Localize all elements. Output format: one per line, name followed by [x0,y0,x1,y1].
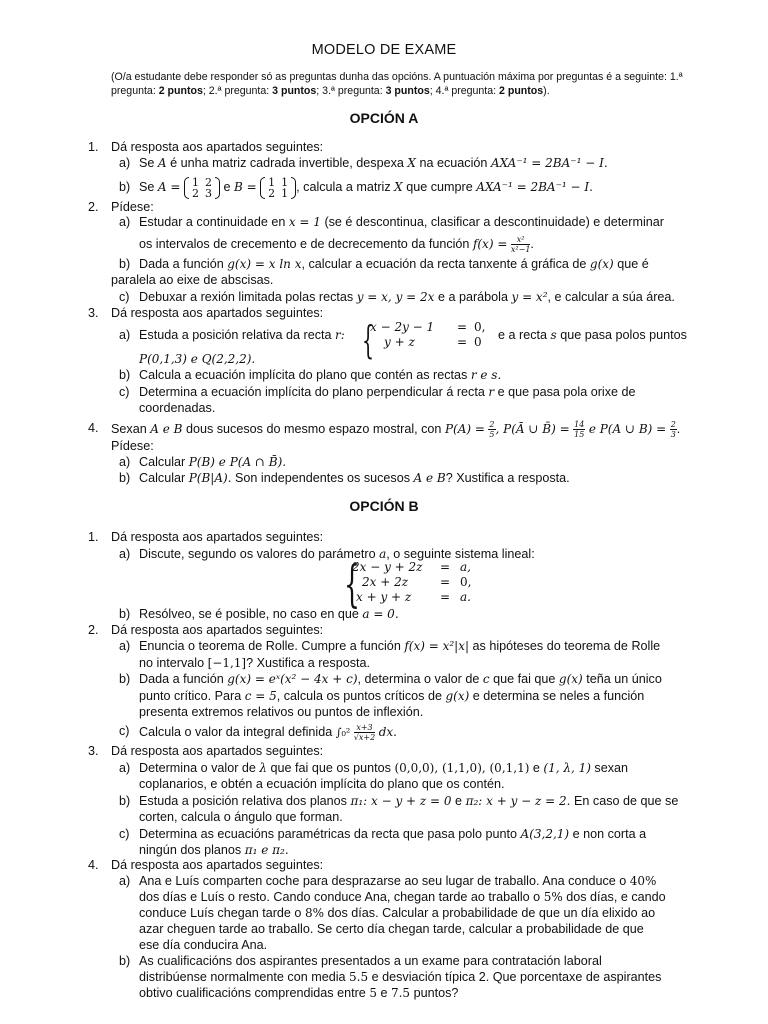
a-q2-b-text3: que é [617,257,649,271]
a-q1-a-var-x: X [407,156,416,170]
a-q4-text2: dous sucesos do mesmo espazo mostral, con [185,421,442,436]
b-q3-b-and: e [455,794,463,808]
b-q2-a-text3: no intervalo [139,656,205,670]
b-q4-a-text4: azar cheguen tarde ao traballo. Se certo día chegan tarde, calcular a probabilidade de que [139,922,644,936]
b-q3-c-text1: Determina as ecuacións paramétricas da recta que pasa polo punto [139,827,518,841]
b-q2-b-text1: Dada a función [139,672,224,686]
b-q4-a-text5: ese día conducira Ana. [139,938,268,952]
b-q1-b-text: Resólveo, se é posible, no caso en que [139,607,359,621]
a-q1-b-matrix-a-label: A = [157,180,181,194]
a-q2-a-text1: Estudar a continuidade en [139,215,286,229]
a-q2-c-label: c) [119,290,130,304]
b-q2-b-text8: presenta extremos relativos ou puntos de inflexión. [139,705,424,719]
matrix-a-cell: 3 [204,186,212,200]
a-q2-a-text2: (se é descontinua, clasificar a descontinuidade) e determinar [324,215,664,229]
a-q3-c-text1: Determina a ecuación implícita do plano perpendicular á recta [139,385,485,399]
matrix-b-cell: 1 [281,175,289,189]
a-q4-b-expr: P(B|A). [188,471,232,485]
a-q2-c-parabola: y = x² [511,290,548,304]
matrix-a-cell: 2 [191,186,199,200]
b-q3-text: Dá resposta aos apartados seguintes: [111,744,324,758]
b-q2-b-text3: que fai que [493,672,556,686]
b-q2-text: Dá resposta aos apartados seguintes: [111,623,324,637]
fraction-denominator: 3 [670,430,676,439]
a-q4-a-label: a) [119,455,131,469]
b-q4-b-mean: 5.5 [349,970,369,984]
system-row-rhs: 0 [474,335,482,349]
a-q4-number: 4. [88,421,99,435]
a-q1-b-and: e [223,180,231,194]
fraction-denominator: 15 [574,430,585,439]
a-q4-pab: , P(Ā ∪ B̄) = [495,421,570,436]
a-q1-b-matrix-b-label: B = [233,180,257,194]
a-q1-a-pre: Se [139,156,155,170]
b-q3-b-text2: En caso de que se [574,794,679,808]
b-q1-b-label: b) [119,607,131,621]
a-q3-a-text3: que pasa polos puntos [560,328,687,342]
b-q4-b-low: 5 [369,986,377,1000]
matrix-a-cell: 2 [204,175,212,189]
b-q3-a-point4: (1, λ, 1) [543,761,591,775]
a-q1-a-var-a: A [157,156,167,170]
a-q1-b-post2: que cumpre [406,180,473,194]
b-q2-a-interval: [−1,1] [207,656,247,670]
b-q2-b-label: b) [119,672,131,686]
fraction-numerator: 2 [670,420,676,429]
fraction-numerator: x+3 [354,723,375,733]
b-q2-c-integral: ∫₀² [335,725,351,739]
b-q3-c-text2: e non corta a [572,827,647,841]
system-row-lhs: x − 2y − 1 [370,320,435,334]
b-q1-a-label: a) [119,547,131,561]
a-q4-pab-fraction [573,420,585,439]
a-q4-text1: Sexan [111,421,147,436]
system-row-rhs: a. [460,590,471,604]
b-q1-a-text2: , o seguinte sistema lineal: [386,547,535,561]
a-q4-b-text2: Son independentes os sucesos [234,471,411,485]
a-q1-b-pre: Se [139,180,155,194]
b-q1-a-text: Discute, segundo os valores do parámetro [139,547,376,561]
b-q4-b-label: b) [119,954,131,968]
a-q3-c-text3: coordenadas. [139,401,216,415]
a-q3-c-line-r: r [488,385,495,399]
system-row-lhs: y + z [384,335,415,349]
b-q2-b-function: g(x) = eˣ(x² − 4x + c) [227,672,358,686]
system-row-rhs: 0, [460,575,472,589]
system-row-eq: = [439,575,451,589]
b-q2-b-c: c [482,672,490,686]
a-q2-b-text1: Dada a función [139,257,224,271]
intro-label-2: ; 2.ª pregunta: [202,85,273,97]
a-q3-a-text2: e a recta [498,328,548,342]
a-q1-b-var-x: X [394,180,403,194]
a-q4-pa: P(A) = [444,421,485,436]
system-row-rhs: 0, [474,320,486,334]
intro-points-2: 3 puntos [272,85,317,97]
b-q4-a-percent-late-luis: 8% [304,906,324,920]
a-q1-b-matrix-a [184,177,220,199]
b-q1-a-system [344,555,480,613]
intro-text [111,70,691,98]
b-q2-b-function2: g(x) [558,672,583,686]
b-q4-a-percent-ana: 40% [629,874,657,888]
system-row-eq: = [456,335,468,349]
a-q2-b-function2: g(x) [589,257,614,271]
option-a-heading: OPCIÓN A [349,110,419,126]
b-q3-a-and: e [532,761,540,775]
a-q1-a-mid2: na ecuación [419,156,488,170]
b-q2-c-fraction [354,723,375,742]
a-q3-a-line-r: r: [335,328,345,342]
system-brace: { [344,555,360,613]
b-q1-number: 1. [88,530,99,544]
a-q4-pa-fraction [488,420,495,439]
b-q3-b-text1: Estuda a posición relativa dos planos [139,794,347,808]
a-q3-c-text2: e que pasa pola orixe de [497,385,636,399]
a-q3-number: 3. [88,306,99,320]
b-q4-b-and: e [380,986,388,1000]
a-q1-b-post: , calcula a matriz [296,180,391,194]
fraction-numerator: 2 [489,420,495,429]
b-q4-a-text2c: dos días, e cando [566,890,666,904]
exam-page: MODELO DE EXAME (O/a estudante debe responder só as preguntas dunha das opcións. A puntuación máxima por preguntas é a seguinte: 1.ª pregunta: 2 puntos; 2.ª pregunta: 3 puntos; 3.ª pregunta: 3 puntos; 4.ª pregunta: 2 puntos). OPCIÓN A 1. Dá resposta aos apartados seguintes: a) Se A é unha matriz cadrada invertible, despexa X na ecuación AXA⁻¹ = 2BA⁻¹ − I. b) Se A = 1 2 2 3 e B = 1 1 2 1 , calcula a matriz X que cumpre AXA⁻¹ = 2BA⁻¹ − I. 2. Pídese: a) Estudar a continuidade en x = 1 (se é descontinua, clasificar a descontinuidade) e determinar os intervalos de crecemento e de decrecemento da función f(x) = $\frac{\text{x²}}{\text{x²−1}}$ . b) Dada a función g(x) = x ln x, calcular a ecuación da recta tanxente á gráfica de g(x) que é paralela ao eixe de abscisas. c) Debuxar a rexión limitada polas rectas y = x, y = 2x e a parábola y = x², e calcular a súa área. 3. Dá resposta aos apartados seguintes: a) Estuda a posición relativa da recta r: { x − 2y − 1 = 0, y + z = 0 e a recta s que pasa polos puntos P(0,1,3) e Q(2,2,2). b) Calcula a ecuación implícita do plano que contén as rectas r e s. c) Determina a ecuación implícita do plano perpendicular á recta r e que pasa pola orixe de coordenadas. 4. Sexan A e B dous sucesos do mesmo espazo mostral, con P(A) = $\frac{2}{5}$ , P(Ā ∪ B̄) = $\frac{14}{15}$ e P(A ∪ B) = $\frac{2}{3}$ . Pídese: a) Calcular P(B) e P(A ∩ B̄). b) Calcular P(B|A). Son independentes os sucesos A e B? Xustifica a resposta. OPCIÓN B 1. Dá resposta aos apartados seguintes: a) Discute, segundo os valores do parámetro a, o seguinte sistema lineal: { 2x − y + 2z = a, 2x + 2z = 0, x + y + z = a. b) Resólveo, se é posible, no caso en que a = 0. 2. Dá resposta aos apartados seguintes: a) Enuncia o teorema de Rolle. Cumpre a función f(x) = x²|x| as hipóteses do teorema de Rolle no intervalo [−1,1]? Xustifica a resposta. b) Dada a función g(x) = eˣ(x² − 4x + c), determina o valor de c que fai que g(x) teña un único punto crítico. Para c = 5, calcula os puntos críticos de g(x) e determina se neles a función presenta extremos relativos ou puntos de inflexión. c) Calcula o valor da integral definida ∫₀² $\frac{x+3}{√x+2}$ dx. 3. Dá resposta aos apartados seguintes: a) Determina o valor de λ que fai que os puntos (0,0,0), (1,1,0), (0,1,1) e (1, λ, 1) sexan coplanarios, e obtén a ecuación implícita do plano que os contén. b) Estuda a posición relativa dos planos π₁: x − y + z = 0 e π₂: x + y − z = 2. En caso de que se corten, calcula o ángulo que forman. c) Determina as ecuacións paramétricas da recta que pasa polo punto A(3,2,1) e non corta a ningún dos planos π₁ e π₂. 4. Dá resposta aos apartados seguintes: a) Ana e Luís comparten coche para desprazarse ao seu lugar de traballo. Ana conduce o 40% dos días e Luís o resto. Cando conduce Ana, chegan tarde ao traballo o 5% dos días, e cando conduce Luís chegan tarde o 8% dos días. Calcular a probabilidade de que un día elixido ao azar cheguen tarde ao traballo. Se certo día chegan tarde, calcular a probabilidade de que ese día conducira Ana. b) As cualificacións dos aspirantes presentados a un exame para contratación laboral distribúense normalmente con media 5.5 e desviación típica 2. Que porcentaxe de aspirantes obtivo cualificacións comprendidas entre 5 e 7.5 puntos? [0,0,768,1024]
b-q2-b-text6: , calcula os puntos críticos de [276,689,442,703]
a-q1-b-equation: AXA⁻¹ = 2BA⁻¹ − I. [476,180,593,194]
a-q2-a-text3: os intervalos de crecemento e de decrecemento da función [139,236,470,251]
b-q1-b-expr: a = 0. [362,607,399,621]
a-q2-c-lines: y = x, y = 2x [356,290,435,304]
intro-points-3: 3 puntos [385,85,430,97]
b-q4-a-text3: conduce Luís chegan tarde o [139,906,302,920]
a-q2-a-function: f(x) = [472,236,508,251]
a-q3-a-system [362,318,494,362]
system-row-rhs: a, [460,560,471,574]
system-row-eq: = [439,560,451,574]
intro-line-1: (O/a estudante debe responder só as preguntas dunha das opcións. A puntuación máxima por preguntas é a seguinte: 1.ª [111,71,683,83]
b-q4-a-text3c: dos días. Calcular a probabilidade de que un día elixido ao [327,906,656,920]
b-q2-b-text2: , determina o valor de [357,672,480,686]
b-q2-a-text2: as hipóteses do teorema de Rolle [472,639,661,653]
intro-label-3: ; 3.ª pregunta: [316,85,386,97]
a-q2-c-text2: e a parábola [437,290,508,304]
b-q3-a-lambda: λ [259,761,268,775]
b-q4-a-text1: Ana e Luís comparten coche para desprazarse ao seu lugar de traballo. Ana conduce o [139,874,627,888]
a-q2-text: Pídese: [111,200,154,214]
b-q3-a-label: a) [119,761,131,775]
a-q2-b-function: g(x) = x ln x [227,257,302,271]
fraction-denominator: x²−1 [510,245,531,254]
a-q2-c-text1: Debuxar a rexión limitada polas rectas [139,290,354,304]
b-q2-c-dx: dx. [378,724,397,739]
system-row-lhs: x + y + z [356,590,412,604]
a-q4-b-label: b) [119,471,131,485]
b-q3-c-label: c) [119,827,130,841]
matrix-a-cell: 1 [191,175,199,189]
a-q4-a-text: Calcular [139,455,186,469]
a-q3-a-points: P(0,1,3) e Q(2,2,2). [139,352,256,366]
intro-points-4: 2 puntos [499,85,544,97]
a-q3-a-line1-tail [498,327,687,343]
a-q1-b-matrix-b [260,177,296,199]
a-q4-paub-fraction [670,420,677,439]
a-q4-paub: e P(A ∪ B) = [588,421,667,436]
b-q4-a-text2: dos días e Luís o resto. Cando conduce Ana, chegan tarde ao traballo o [139,890,541,904]
fraction-denominator: √x+2 [353,733,376,742]
b-q3-c-text3: ningún dos planos [139,843,242,857]
b-q3-a-points: (0,0,0), (1,1,0), (0,1,1) [394,761,530,775]
b-q2-number: 2. [88,623,99,637]
matrix-b-cell: 1 [281,186,289,200]
b-q2-b-c5: c = 5 [244,689,277,703]
b-q2-a-text4: ? Xustifica a resposta. [246,656,371,670]
a-q3-a-label: a) [119,328,131,342]
b-q4-a-label: a) [119,874,131,888]
page-title: MODELO DE EXAME [311,42,457,58]
b-q2-b-text7: e determina se neles a función [472,689,645,703]
a-q4-b-text3: ? Xustifica a resposta. [445,471,570,485]
b-q1-a-param: a [379,547,387,561]
a-q3-c-label: c) [119,385,130,399]
b-q2-c-text: Calcula o valor da integral definida [139,724,333,739]
a-q3-b-lines: r e s. [470,368,502,382]
system-row-lhs: 2x − y + 2z [352,560,423,574]
a-q3-b-text: Calcula a ecuación implícita do plano que contén as rectas [139,368,468,382]
intro-end: ). [543,85,550,97]
a-q4-b-text: Calcular [139,471,186,485]
system-row-eq: = [439,590,451,604]
b-q2-a-label: a) [119,639,131,653]
a-q3-b-label: b) [119,368,131,382]
b-q2-a-text1: Enuncia o teorema de Rolle. Cumpre a función [139,639,401,653]
b-q1-text: Dá resposta aos apartados seguintes: [111,530,324,544]
b-q4-b-text3e: puntos? [413,986,459,1000]
b-q3-c-point: A(3,2,1) [520,827,570,841]
a-q1-a-mid: é unha matriz cadrada invertible, despexa [170,156,404,170]
a-q1-text: Dá resposta aos apartados seguintes: [111,140,324,154]
b-q4-b-text1: As cualificacións dos aspirantes presentados a un exame para contratación laboral [139,954,602,968]
a-q3-a-text1: Estuda a posición relativa da recta [139,328,332,342]
b-q3-b-plane2: π₂: x + y − z = 2. [465,794,571,808]
a-q3-a-line-s: s [550,328,557,342]
b-q3-number: 3. [88,744,99,758]
intro-label-1: pregunta: [111,85,159,97]
b-q3-b-plane1: π₁: x − y + z = 0 [350,794,452,808]
fraction-numerator: x² [511,235,531,245]
system-row-eq: = [456,320,468,334]
b-q3-b-text3: corten, calcula o ángulo que forman. [139,810,343,824]
a-q4-b-events: A e B [413,471,446,485]
option-b-heading: OPCIÓN B [349,498,419,514]
matrix-b-cell: 1 [268,175,276,189]
a-q4-events: A e B [150,421,183,436]
b-q2-b-function3: g(x) [445,689,470,703]
b-q2-a-function: f(x) = x²|x| [404,639,470,653]
a-q2-b-label: b) [119,257,131,271]
a-q2-a-fraction [511,235,531,254]
system-brace: { [362,318,375,362]
b-q4-a-percent-late-ana: 5% [543,890,563,904]
a-q3-text: Dá resposta aos apartados seguintes: [111,306,324,320]
intro-label-4: ; 4.ª pregunta: [429,85,500,97]
matrix-b-cell: 2 [268,186,276,200]
fraction-numerator: 14 [574,420,585,429]
a-q2-b-text4: paralela ao eixe de abscisas. [111,273,274,287]
a-q1-a-equation: AXA⁻¹ = 2BA⁻¹ − I. [490,156,608,170]
b-q3-b-label: b) [119,794,131,808]
a-q1-a-label: a) [119,156,131,170]
b-q3-c-planes: π₁ e π₂. [244,843,289,857]
a-q4-pidese-text: Pídese: [111,439,154,453]
b-q4-b-text3: obtivo cualificacións comprendidas entre [139,986,366,1000]
b-q4-number: 4. [88,858,99,872]
b-q4-text: Dá resposta aos apartados seguintes: [111,858,324,872]
b-q3-a-text1: Determina o valor de [139,761,256,775]
a-q2-a-point: x = 1 [288,215,321,229]
b-q4-b-text2c: e desviación típica 2. Que porcentaxe de aspirantes [371,970,662,984]
b-q4-b-high: 7.5 [390,986,411,1000]
system-row-lhs: 2x + 2z [362,575,409,589]
a-q2-number: 2. [88,200,99,214]
b-q2-b-text5: punto crítico. Para [139,689,242,703]
b-q4-b-text2: distribúense normalmente con media [139,970,346,984]
a-q1-b-label: b) [119,180,131,194]
a-q2-b-text2: , calcular a ecuación da recta tanxente á gráfica de [301,257,587,271]
b-q2-c-label: c) [119,724,130,738]
a-q4-a-expr: P(B) e P(A ∩ B̄). [188,455,287,469]
intro-points-1: 2 puntos [158,85,203,97]
a-q2-c-text3: , e calcular a súa área. [547,290,675,304]
b-q2-b-text4: teña un único [586,672,662,686]
b-q3-a-text4: coplanarios, e obtén a ecuación implícita do plano que os contén. [139,777,505,791]
a-q2-a-label: a) [119,215,131,229]
a-q1-number: 1. [88,140,99,154]
b-q3-a-text3: sexan [594,761,629,775]
fraction-denominator: 5 [489,430,495,439]
b-q3-a-text2: que fai que os puntos [270,761,391,775]
